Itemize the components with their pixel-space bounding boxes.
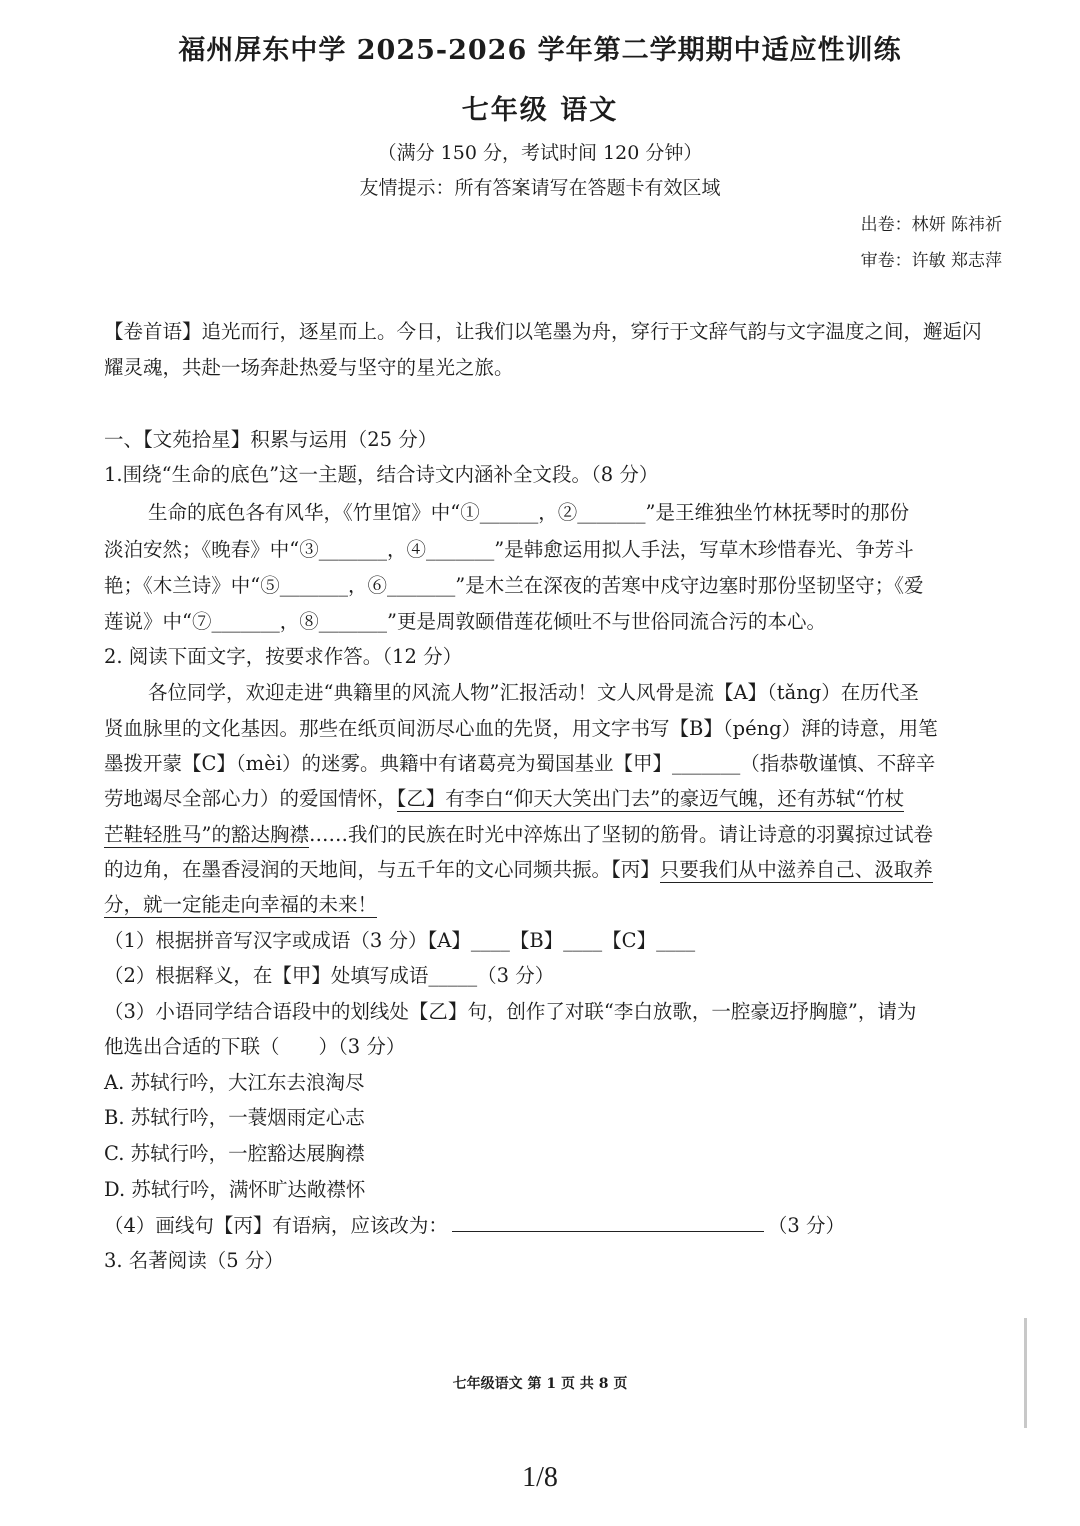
passage-line <box>104 783 904 811</box>
passage-line <box>104 889 377 917</box>
section-heading: 一、【文苑拾星】积累与运用（25 分） <box>104 428 438 451</box>
passage-text: 劳地竭尽全部心力）的爱国情怀， <box>104 787 397 810</box>
option-c: C. 苏轼行吟，一腔豁达展胸襟 <box>104 1142 365 1165</box>
page-indicator: 1/8 <box>522 1462 558 1493</box>
question-1-line: 生命的底色各有风华，《竹里馆》中“①______，②_______”是王维独坐竹林抚琴时的那份 <box>148 501 909 524</box>
answer-line <box>452 1213 764 1232</box>
question-2-stem: 2. 阅读下面文字，按要求作答。（12 分） <box>104 645 463 668</box>
passage-text: ……我们的民族在时光中淬炼出了坚韧的筋骨。请让诗意的羽翼掠过试卷 <box>308 823 933 846</box>
exam-title: 福州屏东中学 2025-2026 学年第二学期期中适应性训练 <box>178 35 902 66</box>
question-1-line: 淡泊安然；《晚春》中“③_______，④_______”是韩愈运用拟人手法，写草木珍惜春光、争芳斗 <box>104 538 914 561</box>
passage-line <box>104 819 933 847</box>
sub-question-4 <box>104 1210 845 1238</box>
score-info: （满分 150 分，考试时间 120 分钟） <box>377 142 703 164</box>
passage-line <box>104 854 933 882</box>
underlined-sentence-yi: 芒鞋轻胜马”的豁达胸襟 <box>104 823 309 846</box>
sub-question-2: （2）根据释义，在【甲】处填写成语_____（3 分） <box>104 964 555 987</box>
option-d: D. 苏轼行吟，满怀旷达敞襟怀 <box>104 1178 366 1201</box>
underlined-sentence-bing: 分，就一定能走向幸福的未来！ <box>104 893 378 916</box>
passage-line: 各位同学，欢迎走进“典籍里的风流人物”汇报活动！文人风骨是流【A】（tǎng）在历代圣 <box>148 681 919 704</box>
authors: 出卷：林妍 陈祎祈 <box>860 215 1002 235</box>
sub-question-4-score: （3 分） <box>767 1214 846 1237</box>
option-a: A. 苏轼行吟，大江东去浪淘尽 <box>104 1071 365 1094</box>
question-1-line: 莲说》中“⑦_______，⑧_______”更是周敦颐借莲花倾吐不与世俗同流合污的本心。 <box>104 610 826 633</box>
underlined-sentence-yi: 【乙】有李白“仰天大笑出门去”的豪迈气魄，还有苏轼“竹杖 <box>396 787 905 810</box>
sub-question-3: 他选出合适的下联（ ）（3 分） <box>104 1035 406 1058</box>
reviewers: 审卷：许敏 郑志萍 <box>860 251 1002 271</box>
underlined-sentence-bing: 只要我们从中滋养自己、汲取养 <box>659 858 933 881</box>
passage-line: 贤血脉里的文化基因。那些在纸页间沥尽心血的先贤，用文字书写【B】（péng）湃的诗意，用笔 <box>104 717 938 740</box>
passage-line: 墨拨开蒙【C】（mèi）的迷雾。典籍中有诸葛亮为蜀国基业【甲】_______（指恭敬谨慎、不辞辛 <box>104 752 936 775</box>
question-1-line: 艳；《木兰诗》中“⑤_______，⑥_______”是木兰在深夜的苦寒中戍守边塞时那份坚韧坚守；《爱 <box>104 574 924 597</box>
page-footer: 七年级语文 第 1 页 共 8 页 <box>452 1376 628 1392</box>
sub-question-4-label: （4）画线句【丙】有语病，应该改为： <box>104 1214 448 1237</box>
intro-paragraph: 【卷首语】追光而行，逐星而上。今日，让我们以笔墨为舟，穿行于文辞气韵与文字温度之间，邂逅闪耀灵魂，共赴一场奔赴热爱与坚守的星光之旅。 <box>104 320 982 379</box>
sub-question-3: （3）小语同学结合语段中的划线处【乙】句，创作了对联“李白放歌，一腔豪迈抒胸臆”，请为 <box>104 1000 917 1023</box>
question-1-stem: 1.围绕“生命的底色”这一主题，结合诗文内涵补全文段。（8 分） <box>104 463 659 486</box>
answer-tip: 友情提示：所有答案请写在答题卡有效区域 <box>359 177 721 199</box>
question-3-stem: 3. 名著阅读（5 分） <box>104 1249 284 1272</box>
sub-question-1: （1）根据拼音写汉字或成语（3 分）【A】____【B】____【C】____ <box>104 929 696 952</box>
option-b: B. 苏轼行吟，一蓑烟雨定心志 <box>104 1106 365 1129</box>
passage-text: 的边角，在墨香浸润的天地间，与五千年的文心同频共振。【丙】 <box>104 858 660 881</box>
exam-subtitle: 七年级 语文 <box>461 95 619 126</box>
